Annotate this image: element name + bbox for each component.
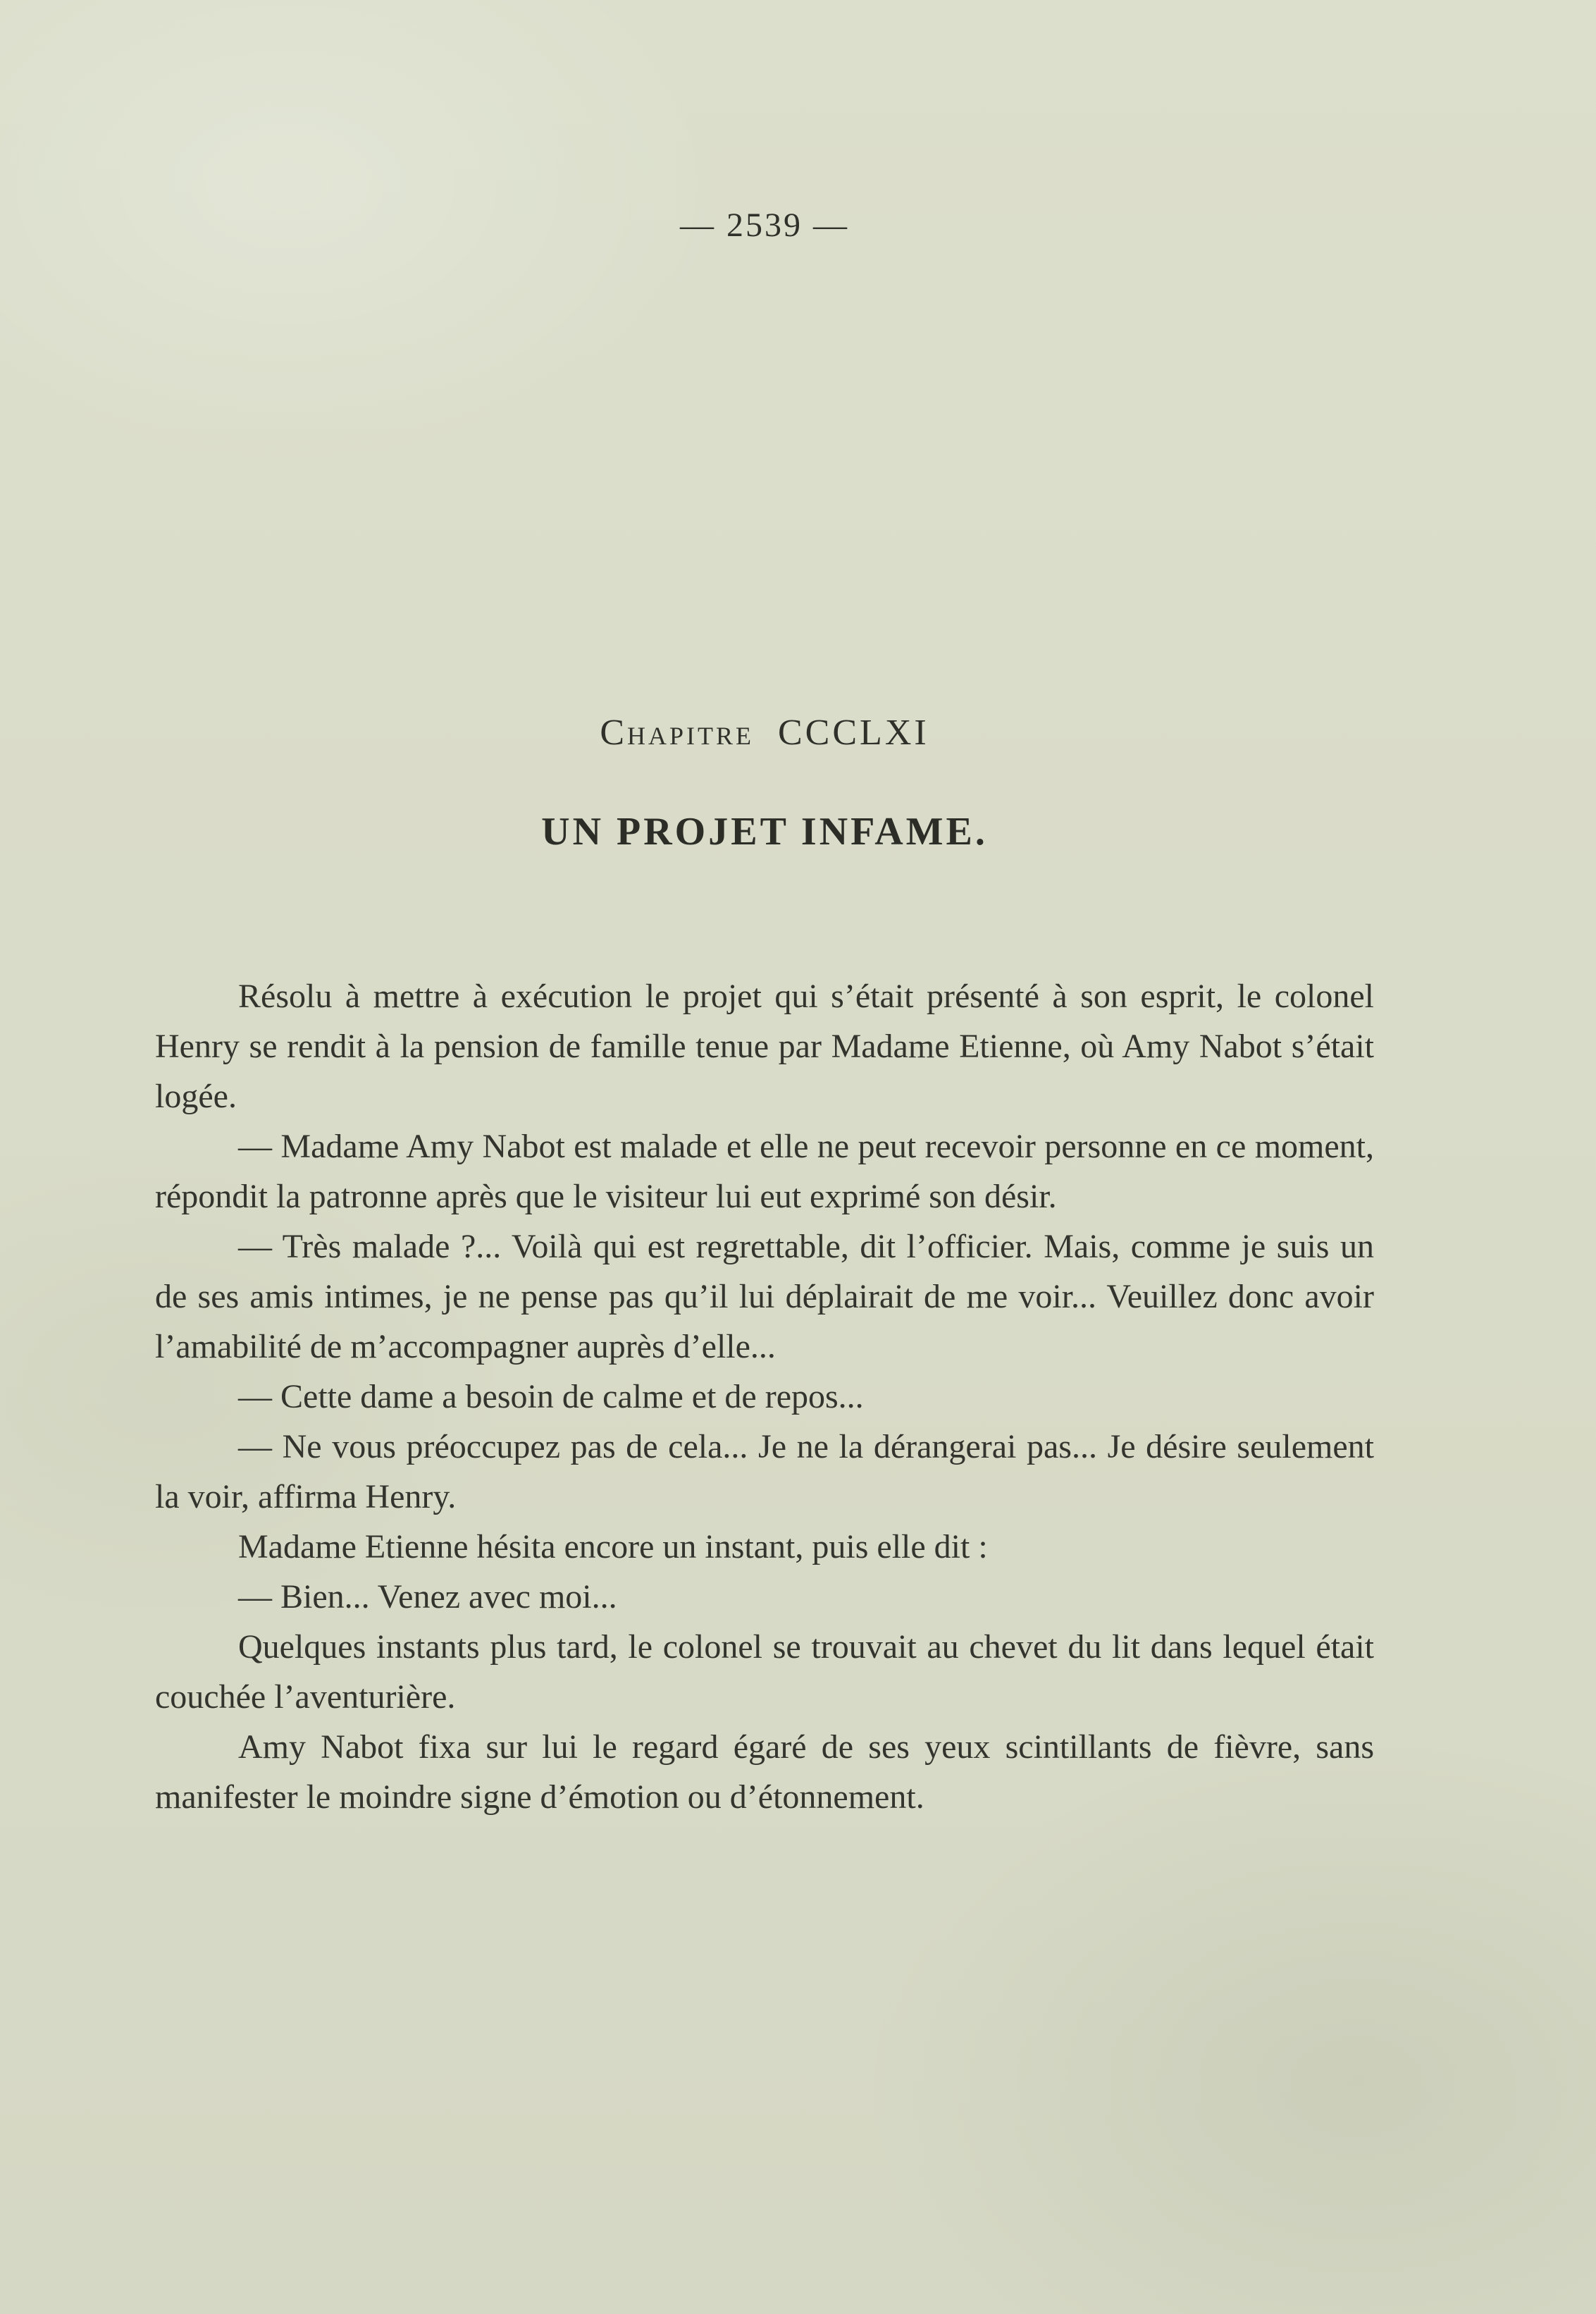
page-number: — 2539 — [680, 207, 849, 244]
chapter-label: Chapitre [600, 713, 754, 753]
paragraph: — Cette dame a besoin de calme et de repos... [238, 1378, 864, 1415]
body-text [155, 971, 1374, 1822]
chapter-title: UN PROJET INFAME. [541, 810, 988, 854]
paragraph: — Ne vous préoccupez pas de cela... Je ne la dérangerai pas... Je désire seulement la voir, affirma Henry. [155, 1428, 1374, 1515]
paragraph: Madame Etienne hésita encore un instant, puis elle dit : [238, 1528, 988, 1565]
chapter-number: CCCLXI [778, 713, 929, 753]
chapter-heading [155, 712, 1374, 753]
paragraph: — Bien... Venez avec moi... [238, 1578, 617, 1616]
paragraph: Quelques instants plus tard, le colonel se trouvait au chevet du lit dans lequel était couchée l’aventurière. [155, 1628, 1374, 1716]
paragraph: Amy Nabot fixa sur lui le regard égaré de ses yeux scintillants de fièvre, sans manifester le moindre signe d’émotion ou d’étonnement. [155, 1728, 1374, 1816]
paragraph: — Madame Amy Nabot est malade et elle ne peut recevoir personne en ce moment, répondit la patronne après que le visiteur lui eut exprimé son désir. [155, 1128, 1374, 1215]
paragraph: — Très malade ?... Voilà qui est regrettable, dit l’officier. Mais, comme je suis un de ses amis intimes, je ne pense pas qu’il lui déplairait de me voir... Veuillez donc avoir l’amabilité de m’accompagner auprès d’elle... [155, 1228, 1374, 1365]
paragraph: Résolu à mettre à exécution le projet qui s’était présenté à son esprit, le colonel Henry se rendit à la pension de famille tenue par Madame Etienne, où Amy Nabot s’était logée. [155, 978, 1374, 1115]
